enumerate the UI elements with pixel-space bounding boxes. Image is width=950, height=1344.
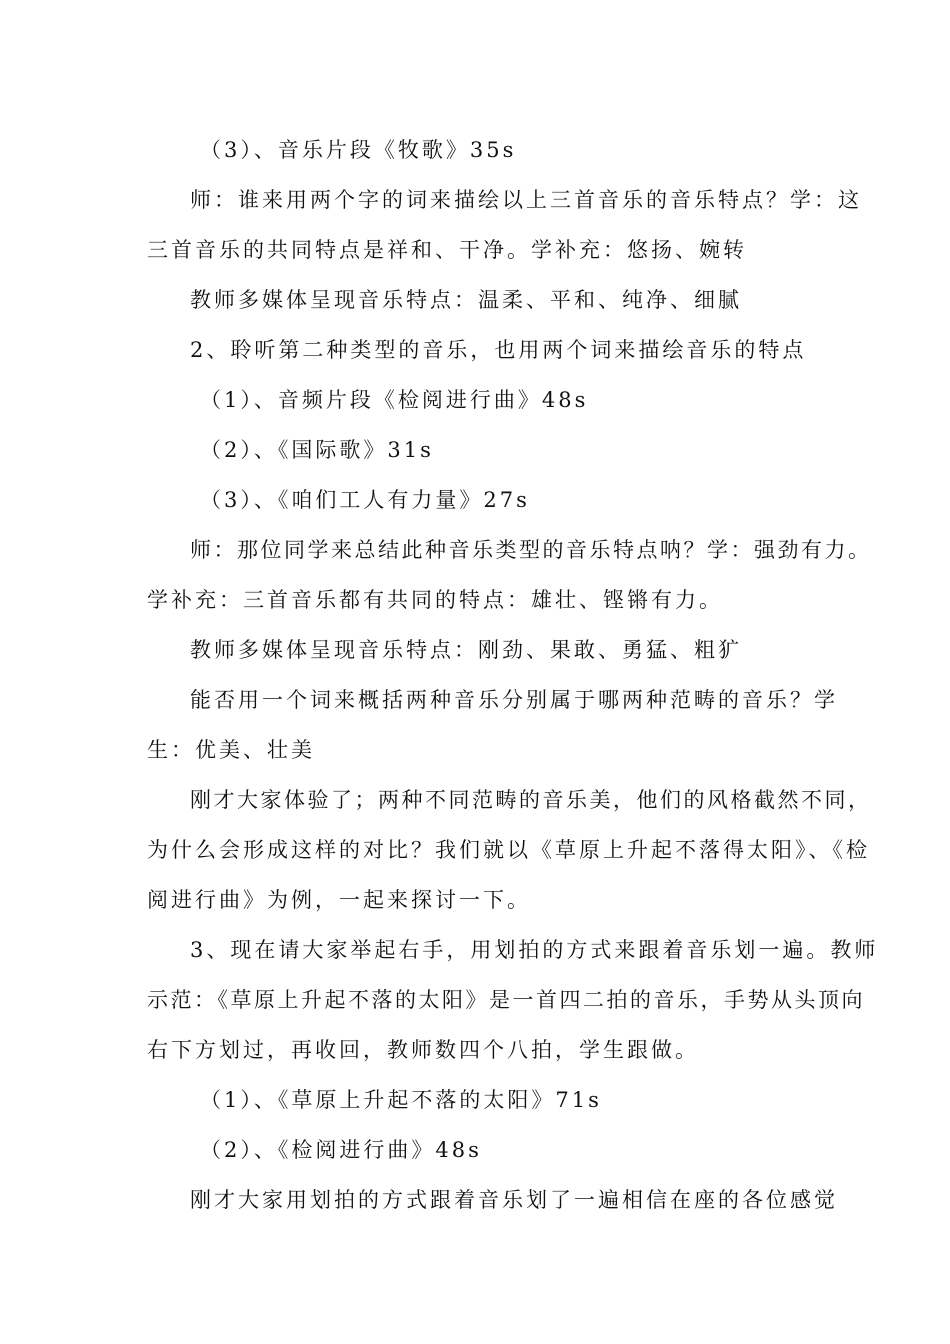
text-line: 教师多媒体呈现音乐特点：刚劲、果敢、勇猛、粗犷 — [190, 638, 742, 662]
text-line: 刚才大家用划拍的方式跟着音乐划了一遍相信在座的各位感觉 — [190, 1188, 838, 1212]
text-line: 师：谁来用两个字的词来描绘以上三首音乐的音乐特点？学：这 — [190, 188, 862, 212]
text-line: （2）、《国际歌》31s — [200, 438, 434, 462]
text-line: 刚才大家体验了；两种不同范畴的音乐美，他们的风格截然不同， — [190, 788, 872, 812]
text-line: （1）、音频片段《检阅进行曲》48s — [200, 388, 589, 412]
text-line: （3）、《咱们工人有力量》27s — [200, 488, 530, 512]
text-line: 阅进行曲》为例，一起来探讨一下。 — [147, 888, 531, 912]
text-line: 示范：《草原上升起不落的太阳》是一首四二拍的音乐，手势从头顶向 — [147, 988, 865, 1012]
text-line: 右下方划过，再收回，教师数四个八拍，学生跟做。 — [147, 1038, 699, 1062]
text-line: （2）、《检阅进行曲》48s — [200, 1138, 482, 1162]
text-line: 学补充：三首音乐都有共同的特点：雄壮、铿锵有力。 — [147, 588, 723, 612]
text-line: 生：优美、壮美 — [147, 738, 315, 762]
text-line: （3）、音乐片段《牧歌》35s — [200, 138, 517, 162]
text-line: 能否用一个词来概括两种音乐分别属于哪两种范畴的音乐？学 — [190, 688, 838, 712]
text-line: 三首音乐的共同特点是祥和、干净。学补充：悠扬、婉转 — [147, 238, 747, 262]
text-line: 3、现在请大家举起右手，用划拍的方式来跟着音乐划一遍。教师 — [190, 938, 879, 962]
text-line: 为什么会形成这样的对比？我们就以《草原上升起不落得太阳》、《检 — [147, 838, 870, 862]
text-line: 师：那位同学来总结此种音乐类型的音乐特点呐？学：强劲有力。 — [190, 538, 872, 562]
text-line: （1）、《草原上升起不落的太阳》71s — [200, 1088, 602, 1112]
text-line: 2、聆听第二种类型的音乐，也用两个词来描绘音乐的特点 — [190, 338, 807, 362]
text-line: 教师多媒体呈现音乐特点：温柔、平和、纯净、细腻 — [190, 288, 742, 312]
